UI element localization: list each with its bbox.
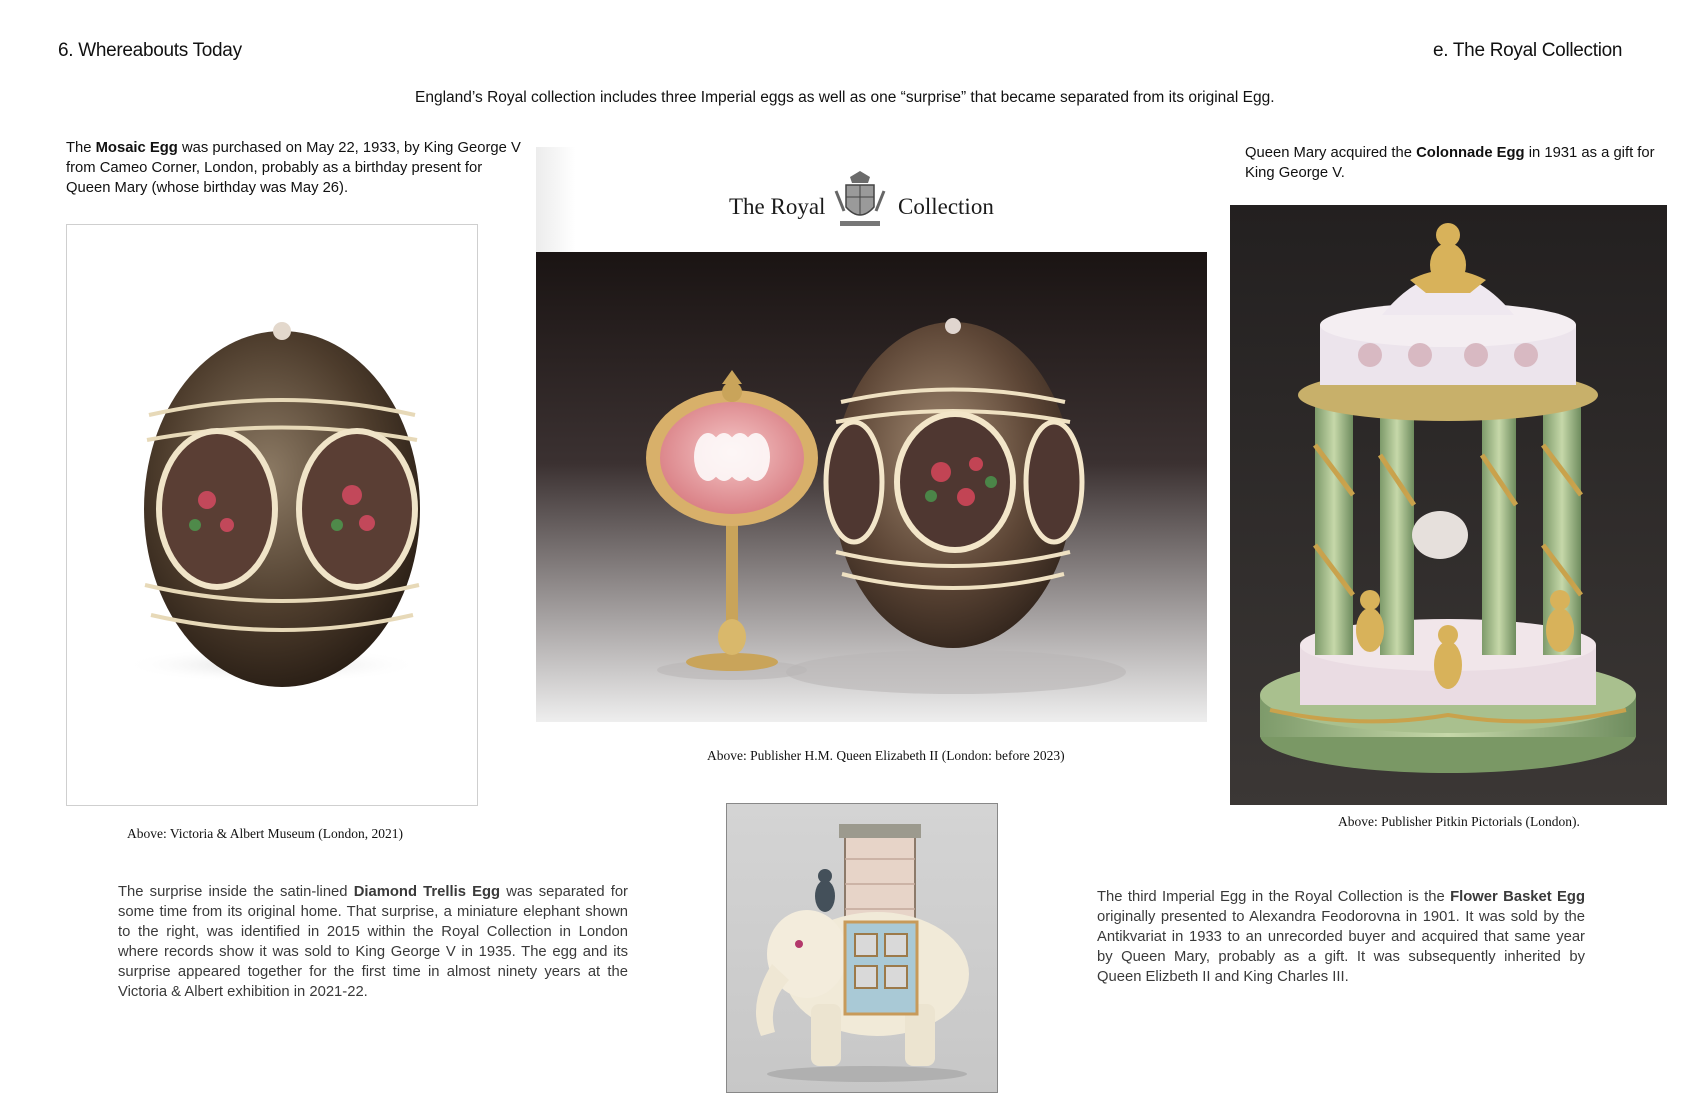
colonnade-text-post: in 1931 as a gift for King George V. xyxy=(1245,145,1655,181)
colonnade-egg-photo xyxy=(1230,205,1667,805)
mosaic-egg-surprise-image xyxy=(536,252,1207,722)
mosaic-photo-caption: Above: Victoria & Albert Museum (London, 2021) xyxy=(127,826,404,841)
colonnade-egg-image xyxy=(1230,205,1667,805)
flower-basket-text-post: originally presented to Alexandra Feodorovna in 1901. It was sold by the Antikvariat in 1933 to an unrecorded buyer and acquired that same year by Queen Mary, probably as a gift. It was subsequently inherited by Queen Elizbeth II and King Charles III. xyxy=(1097,909,1585,985)
trellis-text-post: was separated for some time from its original home. That surprise, a miniature elephant shown to the right, was identified in 2015 within the Royal Collection in London where records show it was sold to King George V in 1935. The egg and its surprise appeared together for the first time in almost ninety years at the Victoria & Albert exhibition in 2021-22. xyxy=(118,884,628,1000)
colonnade-photo-caption: Above: Publisher Pitkin Pictorials (London). xyxy=(1338,814,1580,829)
mosaic-egg-photo xyxy=(66,224,478,806)
intro-text: England’s Royal collection includes three Imperial eggs as well as one “surprise” that became separated from its original Egg. xyxy=(415,89,1275,106)
trellis-text-pre: The surprise inside the satin-lined xyxy=(118,884,354,900)
diamond-trellis-text xyxy=(118,882,628,1002)
royal-crest-icon xyxy=(832,171,888,231)
mosaic-egg-image xyxy=(67,225,477,805)
mosaic-egg-name: Mosaic Egg xyxy=(95,140,178,156)
banner-text-left: The Royal xyxy=(729,194,826,219)
flower-basket-text xyxy=(1097,887,1585,987)
mosaic-text-pre: The xyxy=(66,140,96,156)
flower-basket-text-pre: The third Imperial Egg in the Royal Collection is the xyxy=(1097,889,1451,905)
mosaic-egg-text xyxy=(66,138,524,198)
mosaic-egg-with-surprise-photo xyxy=(536,252,1207,722)
diamond-trellis-egg-name: Diamond Trellis Egg xyxy=(353,884,501,900)
elephant-surprise-photo xyxy=(726,803,998,1093)
colonnade-egg-name: Colonnade Egg xyxy=(1416,145,1525,161)
banner-text-right: Collection xyxy=(898,194,994,219)
subsection-title: e. The Royal Collection xyxy=(1433,40,1623,61)
elephant-surprise-image xyxy=(727,804,997,1092)
flower-basket-egg-name: Flower Basket Egg xyxy=(1450,889,1585,905)
mosaic-text-post: was purchased on May 22, 1933, by King George V from Cameo Corner, London, probably as a birthday present for Queen Mary (whose birthday was May 26). xyxy=(66,140,521,196)
colonnade-text-pre: Queen Mary acquired the xyxy=(1245,145,1417,161)
section-title: 6. Whereabouts Today xyxy=(58,40,242,61)
center-photo-caption: Above: Publisher H.M. Queen Elizabeth II (London: before 2023) xyxy=(707,748,1065,763)
colonnade-egg-text xyxy=(1245,143,1655,183)
royal-collection-banner xyxy=(536,147,1194,252)
